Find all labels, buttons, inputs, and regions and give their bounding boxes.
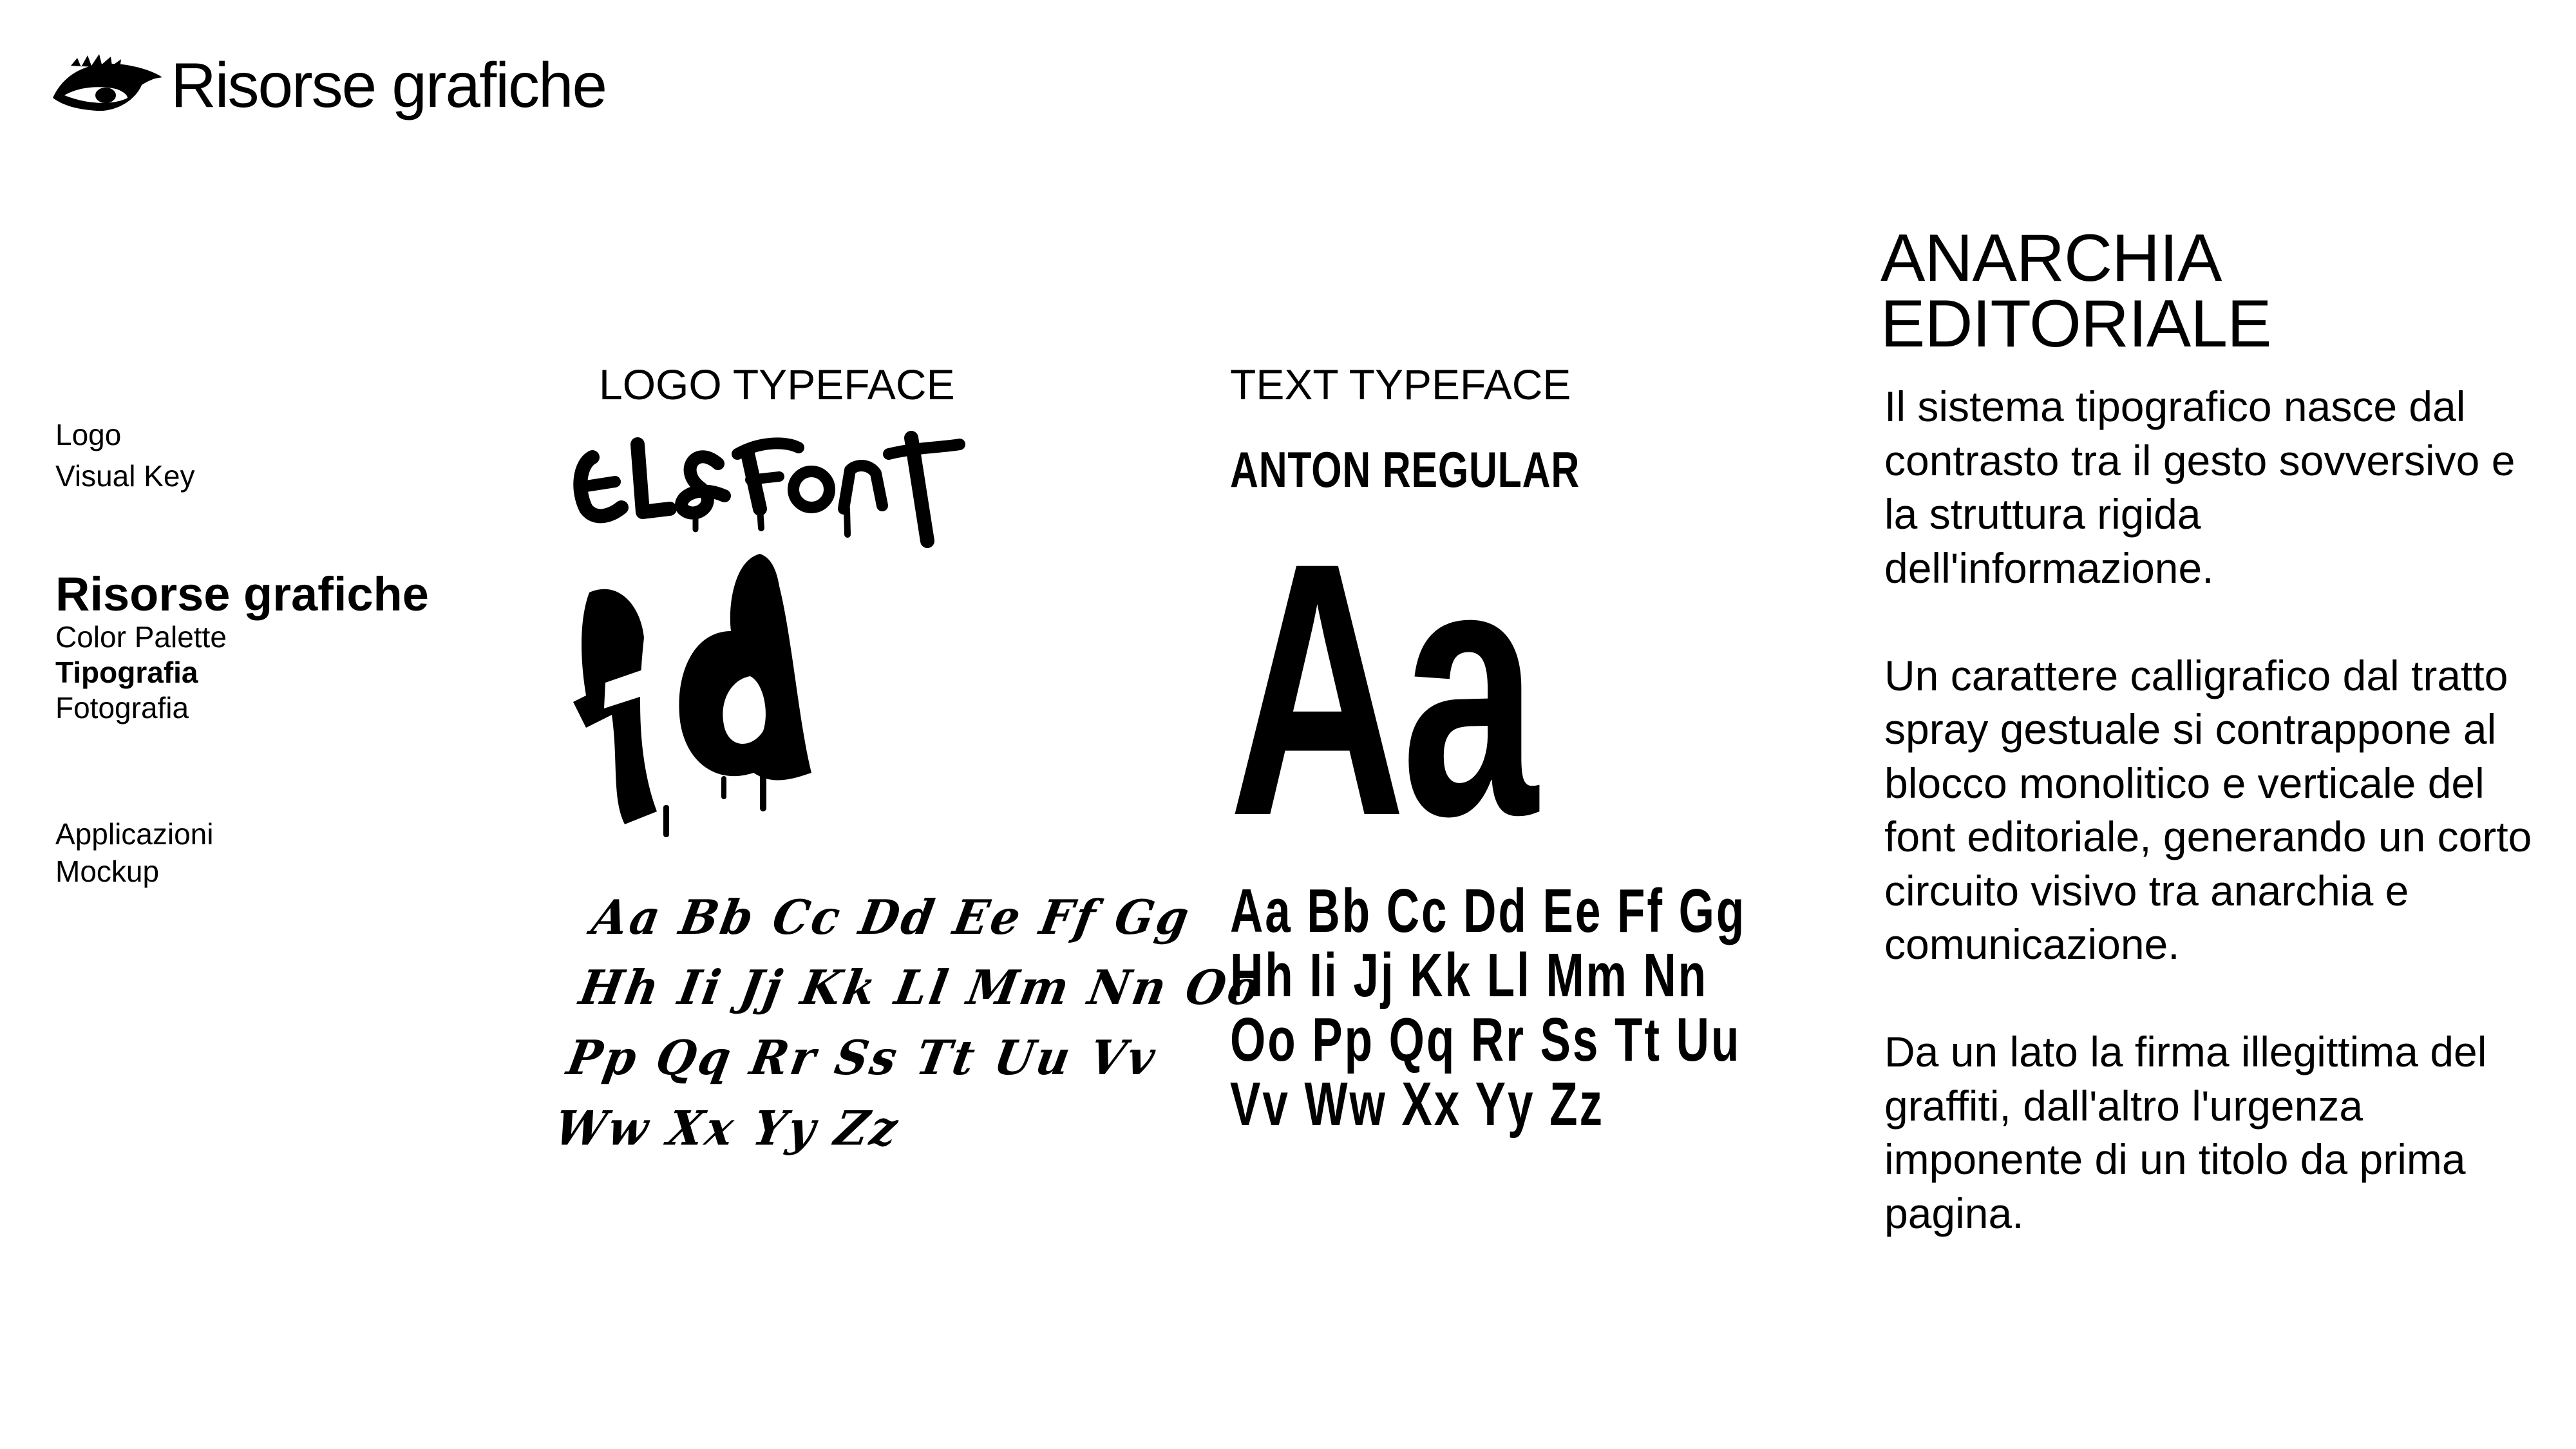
text-typeface-alphabet (1230, 876, 1747, 1139)
nav-section-risorse-grafiche[interactable]: Risorse grafiche (55, 567, 429, 621)
alphabet-line: Aa Bb Cc Dd Ee Ff Gg (587, 889, 1196, 945)
nav-link-visual-key[interactable]: Visual Key (55, 459, 195, 493)
nav-link-mockup[interactable]: Mockup (55, 855, 160, 888)
nav-link-tipografia[interactable]: Tipografia (55, 656, 198, 689)
section-headline (1880, 221, 2271, 361)
alphabet-line: Hh Ii Jj Kk Ll Mm Nn Oo (575, 959, 1266, 1016)
page-title: Risorse grafiche (171, 50, 607, 120)
nav-link-color-palette[interactable]: Color Palette (55, 620, 227, 654)
nav-link-fotografia[interactable]: Fotografia (55, 691, 189, 724)
logo-typeface-alphabet (549, 882, 1266, 1164)
logo-typeface-specimen (567, 425, 1005, 889)
description-body (1884, 380, 2541, 1294)
alphabet-line: Vv Ww Xx Yy Zz (1230, 1070, 1605, 1139)
description-paragraph: Da un lato la firma illegittima del graffiti, dall'altro l'urgenza imponente di un titolo da prima pagina. (1884, 1028, 2487, 1237)
alphabet-line: Ww Xx Yy Zz (551, 1100, 904, 1157)
headline-line: EDITORIALE (1880, 287, 2271, 361)
page-header (52, 40, 606, 130)
description-paragraph: Un carattere calligrafico dal tratto spray gestuale si contrappone al blocco monolitico e verticale del font editoriale, generando un corto circuito visivo tra anarchia e comunicazione. (1884, 651, 2532, 968)
nav-link-logo[interactable]: Logo (55, 418, 122, 451)
alphabet-line: Pp Qq Rr Ss Tt Uu Vv (563, 1029, 1162, 1086)
description-paragraph: Il sistema tipografico nasce dal contrasto tra il gesto sovversivo e la struttura rigida dell'informazione. (1884, 383, 2515, 592)
alphabet-line: Hh Ii Jj Kk Ll Mm Nn (1230, 941, 1709, 1010)
headline-line: ANARCHIA (1880, 221, 2222, 296)
text-typeface-sample: Aa (1229, 488, 1534, 891)
alphabet-line: Aa Bb Cc Dd Ee Ff Gg (1230, 876, 1747, 945)
eye-icon (52, 53, 164, 117)
nav-link-applicazioni[interactable]: Applicazioni (55, 817, 214, 851)
logo-typeface-label: LOGO TYPEFACE (599, 361, 955, 408)
text-typeface-label: TEXT TYPEFACE (1230, 361, 1571, 408)
alphabet-line: Oo Pp Qq Rr Ss Tt Uu (1230, 1005, 1741, 1074)
text-typeface-name: ANTON REGULAR (1230, 441, 1580, 498)
